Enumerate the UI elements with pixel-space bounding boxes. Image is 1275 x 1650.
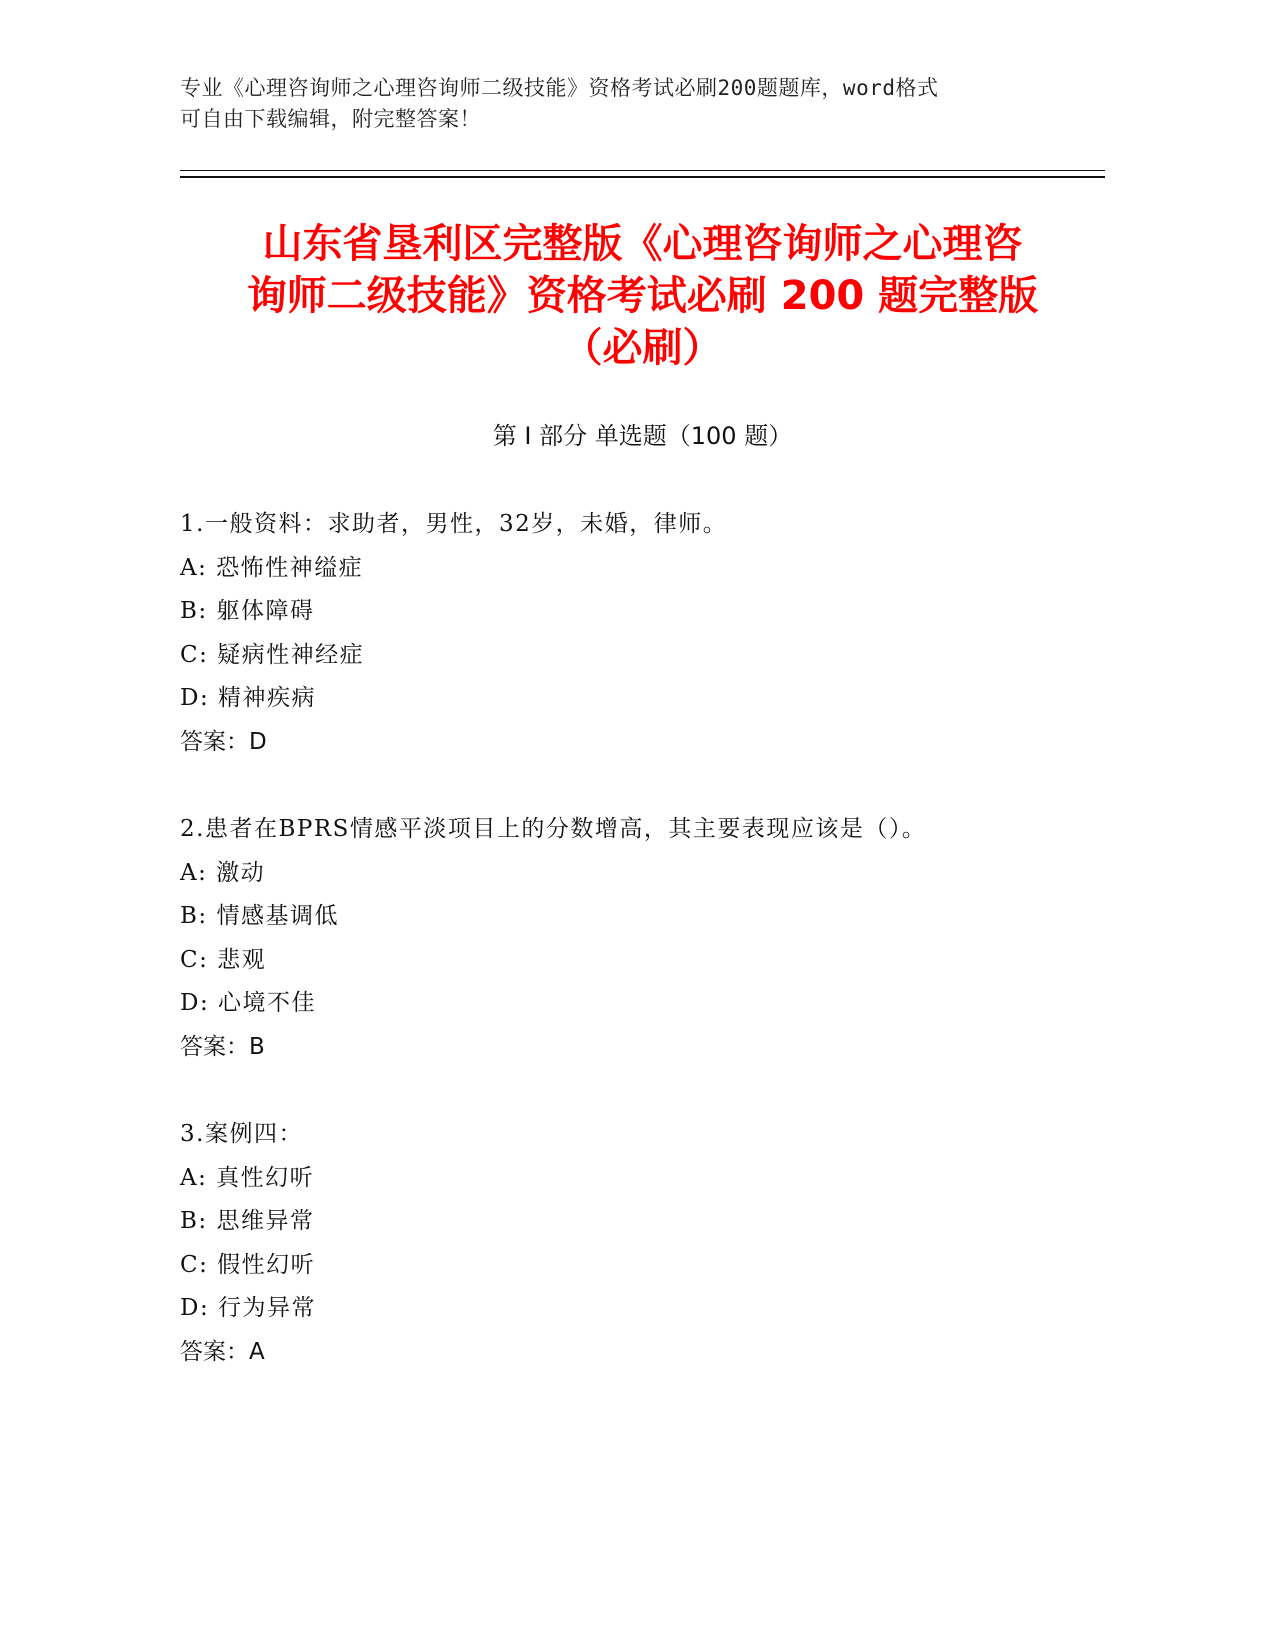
header-rule-top (180, 170, 1105, 171)
header-note-line-2: 可自由下载编辑，附完整答案！ (180, 107, 481, 131)
answer: 答案：D (180, 728, 267, 755)
option-d: D: 心境不佳 (180, 990, 317, 1016)
option-d: D: 行为异常 (180, 1295, 317, 1321)
option-b: B: 情感基调低 (180, 903, 339, 929)
option-c: C: 疑病性神经症 (180, 641, 365, 668)
document-title-line-2: 询师二级技能》资格考试必刷 200 题完整版 (246, 273, 1039, 319)
option-c: C: 悲观 (180, 946, 267, 973)
question-3 (180, 1113, 1105, 1374)
option-b: B: 躯体障碍 (180, 598, 315, 624)
question-stem: 2.患者在BPRS情感平淡项目上的分数增高，其主要表现应该是（）。 (180, 816, 927, 842)
option-b: B: 思维异常 (180, 1208, 315, 1234)
section-title: 第 I 部分 单选题（100 题） (492, 422, 793, 450)
header-note (180, 73, 1050, 135)
question-stem: 3.案例四： (180, 1121, 303, 1147)
option-a: A: 真性幻听 (180, 1164, 315, 1191)
option-c: C: 假性幻听 (180, 1251, 316, 1278)
document-title-line-3: （必刷） (562, 325, 723, 371)
question-1 (180, 503, 1105, 764)
option-a: A: 激动 (180, 859, 266, 886)
header-note-line-1: 专业《心理咨询师之心理咨询师二级技能》资格考试必刷200题题库，word格式 (180, 76, 939, 100)
header-rule-bottom (180, 176, 1105, 178)
option-d: D: 精神疾病 (180, 685, 317, 711)
question-2 (180, 808, 1105, 1069)
document-title (180, 218, 1105, 374)
answer: 答案：A (180, 1338, 265, 1365)
document-title-line-1: 山东省垦利区完整版《心理咨询师之心理咨 (262, 221, 1023, 267)
answer: 答案：B (180, 1033, 265, 1060)
question-stem: 1.一般资料：求助者，男性，32岁，未婚，律师。 (180, 511, 728, 537)
option-a: A: 恐怖性神缢症 (180, 554, 364, 581)
